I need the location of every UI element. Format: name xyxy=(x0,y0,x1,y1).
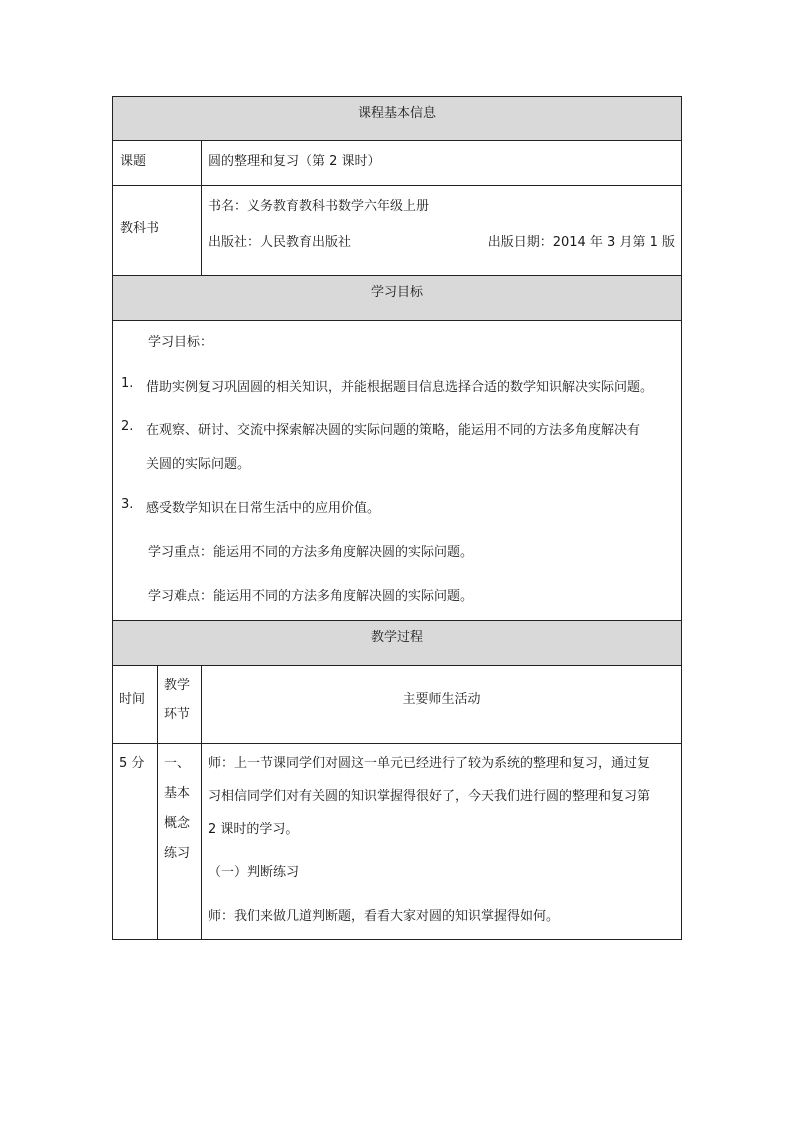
textbook-row xyxy=(112,186,682,276)
objective-2-text-line2: 关圆的实际问题。 xyxy=(146,457,251,472)
row-stage-line3: 概念 xyxy=(164,816,191,831)
objectives-header xyxy=(112,276,682,321)
publish-date: 出版日期：2014 年 3 月第 1 版 xyxy=(487,235,675,250)
book-name: 书名：义务教育教科书数学六年级上册 xyxy=(208,199,430,214)
objectives-header-text: 学习目标 xyxy=(370,285,423,300)
objectives-content xyxy=(112,321,682,621)
topic-label: 课题 xyxy=(120,154,147,169)
topic-value-cell xyxy=(201,141,681,185)
process-header-text: 教学过程 xyxy=(370,630,423,645)
col-time-label: 时间 xyxy=(119,692,146,707)
course-info-header xyxy=(112,96,682,141)
row-time-cell xyxy=(113,744,157,939)
process-column-headers xyxy=(112,666,682,744)
activity-line-1: 师：上一节课同学们对圆这一单元已经进行了较为系统的整理和复习，通过复 xyxy=(208,756,651,771)
textbook-label-cell xyxy=(113,186,201,275)
lesson-plan-table xyxy=(112,96,682,940)
col-time-header xyxy=(113,666,157,743)
process-row-1 xyxy=(112,744,682,940)
topic-label-cell xyxy=(113,141,201,185)
textbook-label: 教科书 xyxy=(120,221,160,236)
row-stage-cell xyxy=(157,744,201,939)
row-stage-line2: 基本 xyxy=(164,786,191,801)
objective-2-number: 2. xyxy=(121,419,134,434)
topic-row xyxy=(112,141,682,186)
topic-value: 圆的整理和复习（第 2 课时） xyxy=(208,154,381,169)
textbook-info-cell xyxy=(201,186,681,275)
publisher: 出版社：人民教育出版社 xyxy=(208,235,352,250)
col-stage-label-line2: 环节 xyxy=(164,707,191,722)
row-activity-cell xyxy=(201,744,681,939)
col-activity-label: 主要师生活动 xyxy=(402,692,481,707)
objective-3-text: 感受数学知识在日常生活中的应用价值。 xyxy=(146,501,381,516)
col-activity-header xyxy=(201,666,681,743)
col-stage-label-line1: 教学 xyxy=(164,678,191,693)
activity-line-3: 2 课时的学习。 xyxy=(208,822,299,837)
col-stage-header xyxy=(157,666,201,743)
row-stage-line4: 练习 xyxy=(164,846,191,861)
objective-3-number: 3. xyxy=(121,497,134,512)
process-header xyxy=(112,621,682,666)
learning-focus: 学习重点：能运用不同的方法多角度解决圆的实际问题。 xyxy=(148,545,474,560)
course-info-header-text: 课程基本信息 xyxy=(357,106,436,121)
activity-line-4: （一）判断练习 xyxy=(208,865,300,880)
activity-line-2: 习相信同学们对有关圆的知识掌握得很好了，今天我们进行圆的整理和复习第 xyxy=(208,789,651,804)
objectives-intro: 学习目标： xyxy=(148,335,214,350)
objective-1-text: 借助实例复习巩固圆的相关知识，并能根据题目信息选择合适的数学知识解决实际问题。 xyxy=(146,380,654,395)
learning-difficulty: 学习难点：能运用不同的方法多角度解决圆的实际问题。 xyxy=(148,589,474,604)
row-stage-line1: 一、 xyxy=(164,756,191,771)
activity-line-5: 师：我们来做几道判断题，看看大家对圆的知识掌握得如何。 xyxy=(208,909,560,924)
objective-1-number: 1. xyxy=(121,376,134,391)
objective-2-text-line1: 在观察、研讨、交流中探索解决圆的实际问题的策略，能运用不同的方法多角度解决有 xyxy=(146,423,641,438)
row-time: 5 分 xyxy=(119,756,145,771)
